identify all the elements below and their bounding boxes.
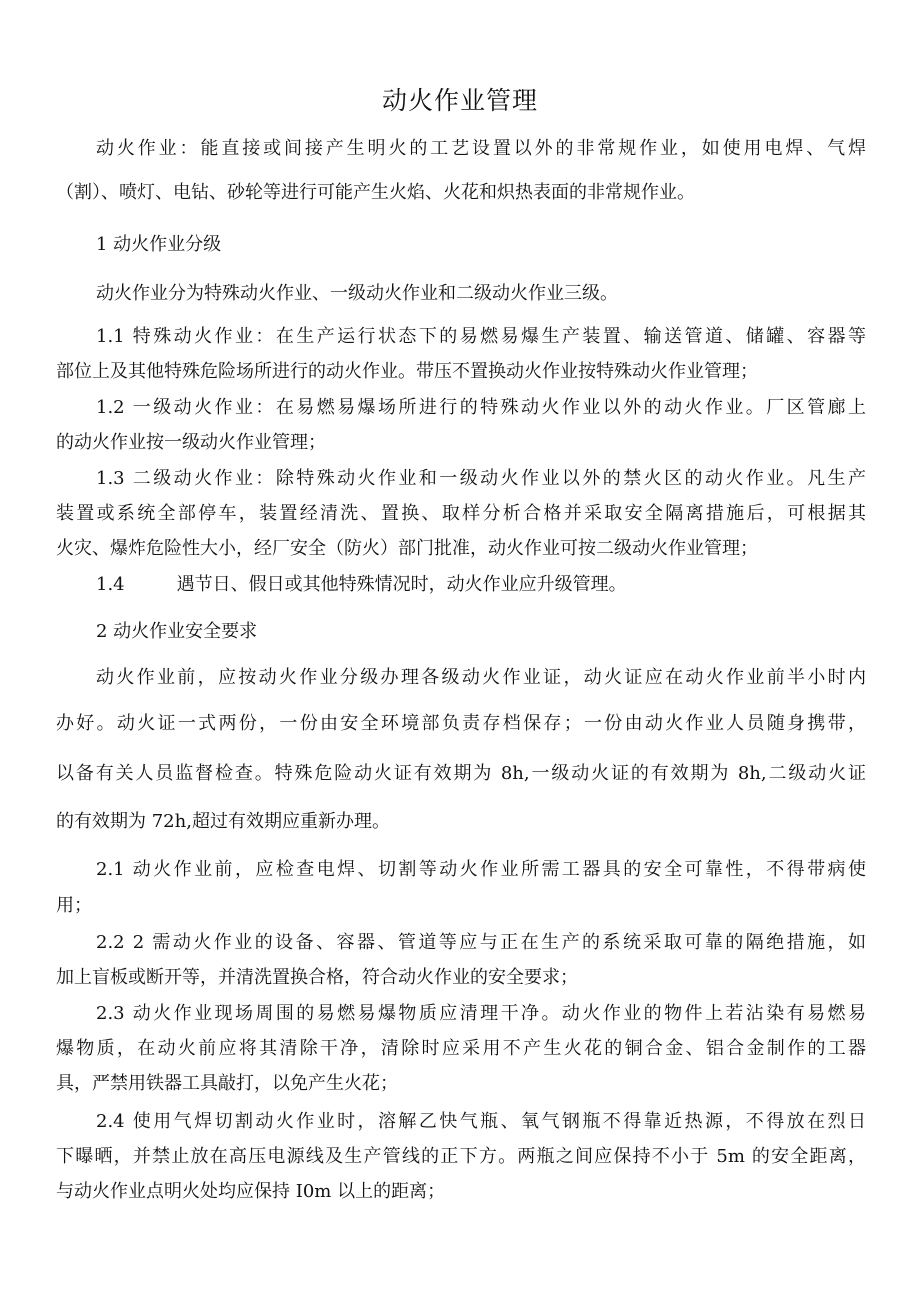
item-1-2-line-1: 1.2 一级动火作业：在易燃易爆场所进行的特殊动火作业以外的动火作业。厂区管廊上	[96, 397, 866, 418]
item-1-3-line-1: 1.3 二级动火作业：除特殊动火作业和一级动火作业以外的禁火区的动火作业。凡生产	[96, 468, 866, 489]
item-1-4-text: 遇节日、假日或其他特殊情况时，动火作业应升级管理。	[176, 574, 627, 595]
item-2-4-line-3: 与动火作业点明火处均应保持 I0m 以上的距离；	[56, 1181, 446, 1202]
item-2-4-line-2: 下曝晒，并禁止放在高压电源线及生产管线的正下方。两瓶之间应保持不小于 5m 的安全距离，	[56, 1146, 866, 1167]
item-1-2-line-2: 的动火作业按一级动火作业管理；	[56, 432, 326, 453]
item-2-3-line-2: 爆物质，在动火前应将其清除干净，清除时应采用不产生火花的铜合金、铝合金制作的工器	[56, 1038, 866, 1059]
section1-summary: 动火作业分为特殊动火作业、一级动火作业和二级动火作业三级。	[96, 283, 618, 304]
item-2-1-line-1: 2.1 动火作业前，应检查电焊、切割等动火作业所需工器具的安全可靠性，不得带病使	[96, 859, 866, 880]
section2-heading: 2 动火作业安全要求	[96, 621, 258, 642]
section2-intro-line-2: 办好。动火证一式两份，一份由安全环境部负责存档保存；一份由动火作业人员随身携带，	[56, 713, 866, 734]
item-1-3-line-3: 火灾、爆炸危险性大小，经厂安全（防火）部门批准，动火作业可按二级动火作业管理；	[56, 538, 758, 559]
section2-intro-line-4: 的有效期为 72h,超过有效期应重新办理。	[56, 811, 390, 832]
section2-intro-line-3: 以备有关人员监督检查。特殊危险动火证有效期为 8h,一级动火证的有效期为 8h,二级动火证	[56, 763, 866, 784]
item-1-1-line-1: 1.1 特殊动火作业：在生产运行状态下的易燃易爆生产装置、输送管道、储罐、容器等	[96, 326, 866, 347]
item-2-3-line-1: 2.3 动火作业现场周围的易燃易爆物质应清理干净。动火作业的物件上若沾染有易燃易	[96, 1003, 866, 1024]
item-1-3-line-2: 装置或系统全部停车，装置经清洗、置换、取样分析合格并采取安全隔离措施后，可根据其	[56, 503, 866, 524]
section1-heading: 1 动火作业分级	[96, 234, 222, 255]
intro-line-1: 动火作业：能直接或间接产生明火的工艺设置以外的非常规作业，如使用电焊、气焊	[96, 138, 866, 159]
item-2-1-line-2: 用；	[56, 895, 92, 916]
section2-intro-line-1: 动火作业前，应按动火作业分级办理各级动火作业证，动火证应在动火作业前半小时内	[96, 667, 866, 688]
item-1-1-line-2: 部位上及其他特殊危险场所进行的动火作业。带压不置换动火作业按特殊动火作业管理；	[56, 361, 758, 382]
intro-line-2: （割）、喷灯、电钻、砂轮等进行可能产生火焰、火花和炽热表面的非常规作业。	[56, 182, 695, 203]
document-title: 动火作业管理	[381, 86, 538, 115]
item-2-2-line-2: 加上盲板或断开等，并清洗置换合格，符合动火作业的安全要求；	[56, 967, 578, 988]
item-2-3-line-3: 具，严禁用铁器工具敲打，以免产生火花；	[56, 1073, 398, 1094]
item-2-2-line-1: 2.2 2 需动火作业的设备、容器、管道等应与正在生产的系统采取可靠的隔绝措施，如	[96, 932, 866, 953]
item-2-4-line-1: 2.4 使用气焊切割动火作业时，溶解乙快气瓶、氧气钢瓶不得靠近热源，不得放在烈日	[96, 1111, 866, 1132]
item-1-4	[96, 572, 627, 598]
item-1-4-number: 1.4	[96, 574, 125, 595]
